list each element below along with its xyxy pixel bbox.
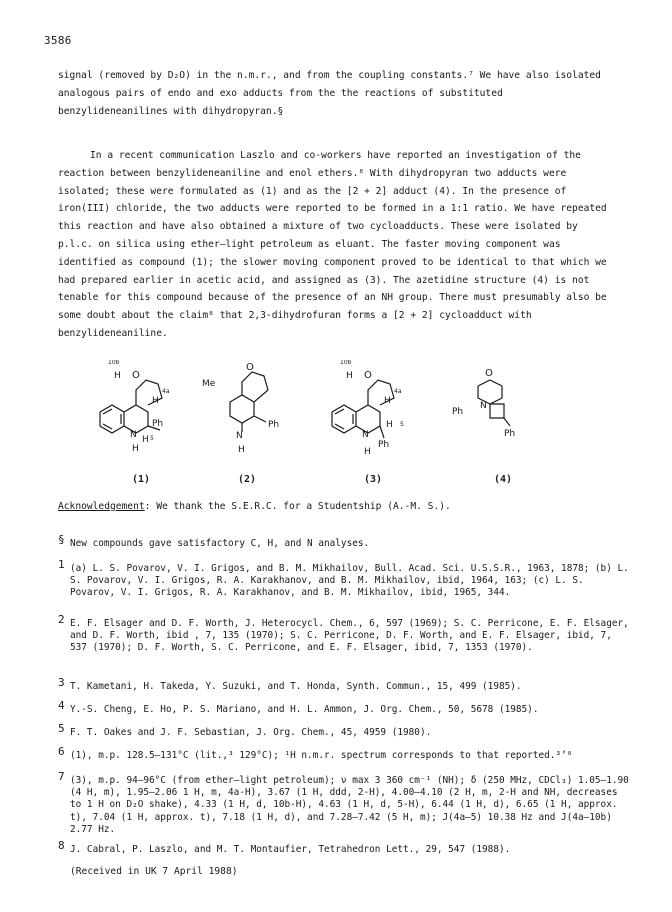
received-date: (Received in UK 7 April 1988) (70, 866, 238, 877)
reference-number: 4 (58, 699, 65, 712)
reference-8 (58, 839, 633, 856)
s2-methyl: Me (202, 379, 216, 389)
s2-oxygen: O (246, 362, 254, 373)
s1-h-10b: H (114, 371, 121, 381)
s2-nitrogen: N (236, 431, 243, 441)
reference-number: 7 (58, 770, 65, 783)
structure-2 (202, 362, 279, 455)
s3-h-10b: H (346, 371, 353, 381)
s3-phenyl: Ph (378, 440, 390, 450)
s1-nh: H (132, 444, 139, 454)
paragraph-1 (58, 67, 618, 120)
reference-1 (58, 558, 633, 600)
s1-label-10b: 10b (108, 360, 120, 366)
reference-text: T. Kametani, H. Takeda, Y. Suzuki, and T. Honda, Synth. Commun., 15, 499 (1985). (70, 681, 522, 692)
s3-oxygen: O (364, 370, 372, 381)
reference-6 (58, 745, 633, 762)
s1-phenyl: Ph (152, 419, 164, 429)
s2-nh: H (238, 445, 245, 455)
s1-h-4a: H (152, 396, 159, 406)
reference-mark: § (58, 533, 65, 546)
paragraph-2 (58, 147, 618, 343)
s1-label-5: 5 (150, 435, 154, 442)
reference-2 (58, 613, 633, 655)
s3-h-4a: H (384, 396, 391, 406)
s4-phenyl-n: Ph (452, 407, 464, 417)
s1-label-4a: 4a (162, 388, 170, 395)
s3-label-5: 5 (400, 421, 404, 428)
reference-text: J. Cabral, P. Laszlo, and M. T. Montaufier, Tetrahedron Lett., 29, 547 (1988). (70, 844, 511, 855)
reference-4 (58, 699, 633, 716)
reference-7 (58, 770, 633, 836)
compound-label-4: (4) (494, 474, 513, 485)
compound-label-3: (3) (364, 474, 383, 485)
chemical-structures (92, 360, 532, 468)
paragraph-2-text: In a recent communication Laszlo and co-workers have reported an investigation of the reaction between benzylideneaniline and enol ethers.⁸ With dihydropyran two adducts were isolated; these were formulated as (1) and as the [2 + 2] adduct (4). In the presence of iron(III) chloride, the two adducts were reported to be formed in a 1:1 ratio. We have repeated this reaction and have also obtained a mixture of two cycloadducts. These were isolated by p.l.c. on silica using ether—light petroleum as eluant. The faster moving component was identified as compound (1); the slower moving component proved to be identical to that which we had prepared earlier in acetic acid, and assigned as (3). The azetidine structure (4) is not tenable for this compound because of the presence of an NH group. There must presumably also be some doubt about the claim⁸ that 2,3-dihydrofuran forms a [2 + 2] cycloadduct with benzylideneaniline. (58, 150, 607, 339)
reference-3 (58, 676, 633, 693)
reference-text: E. F. Elsager and D. F. Worth, J. Heterocycl. Chem., 6, 597 (1969); S. C. Perricone, E. F. Elsager, and D. F. Worth, ibid , 7, 135 (1970); S. C. Perricone, D. F. Worth, and E. F. Elsager, ibid, 7, 537 (1970); D. F. Worth, S. C. Perricone, and E. F. Elsager, ibid, 7, 1353 (1970). (70, 618, 629, 654)
s1-oxygen: O (132, 370, 140, 381)
s1-h-5: H (142, 435, 149, 445)
acknowledgement (58, 501, 451, 512)
s3-label-10b: 10b (340, 360, 352, 366)
reference-number: 6 (58, 745, 65, 758)
acknowledgement-heading: Acknowledgement (58, 501, 145, 512)
reference-number: 2 (58, 613, 65, 626)
s4-nitrogen: N (480, 401, 487, 411)
reference-text: New compounds gave satisfactory C, H, and N analyses. (70, 538, 370, 549)
compound-label-1: (1) (132, 474, 151, 485)
s4-oxygen: O (485, 368, 493, 379)
s3-nitrogen: N (362, 430, 369, 440)
s2-phenyl: Ph (268, 420, 280, 430)
s3-h-5: H (386, 420, 393, 430)
reference-text: (3), m.p. 94—96°C (from ether—light petroleum); ν max 3 360 cm⁻¹ (NH); δ (250 MHz, CDCl₃) 1.05—1.90 (4 H, m), 1.95—2.06 1 H, m, 4a-H), 3.67 (1 H, ddd, 2-H), 4.00—4.10 (2 H, m, 2-H and NH, decreases to 1 H on D₂O shake), 4.33 (1 H, d, 10b-H), 4.63 (1 H, d, 5-H), 6.44 (1 H, d), 6.65 (1 H, approx. t), 7.04 (1 H, approx. t), 7.18 (1 H, d), and 7.28—7.42 (5 H, m); J(4a—5) 10.38 Hz and J(4a—10b) 2.77 Hz. (70, 775, 629, 835)
page-number: 3586 (44, 34, 72, 47)
reference-5 (58, 722, 633, 739)
reference-section-mark (58, 533, 633, 550)
reference-number: 1 (58, 558, 65, 571)
reference-number: 3 (58, 676, 65, 689)
reference-text: (a) L. S. Povarov, V. I. Grigos, and B. M. Mikhailov, Bull. Acad. Sci. U.S.S.R., 1963, 1878; (b) L. S. Povarov, V. I. Grigos, R. A. Karakhanov, and B. M. Mikhailov, ibid, 1964, 163; (c) L. S. Povarov, V. I. Grigos, R. A. Karakhanov, and B. M. Mikhailov, ibid, 1965, 344. (70, 563, 629, 599)
s3-nh: H (364, 447, 371, 457)
structure-3 (332, 360, 404, 457)
reference-number: 5 (58, 722, 65, 735)
reference-text: (1), m.p. 128.5—131°C (lit.,³ 129°C); ¹H n.m.r. spectrum corresponds to that reported.³ʼ⁸ (70, 750, 573, 761)
paragraph-1-text: signal (removed by D₂O) in the n.m.r., and from the coupling constants.⁷ We have also isolated analogous pairs of endo and exo adducts from the the reactions of substituted benzylideneanilines with dihydropyran.§ (58, 70, 601, 117)
structure-1 (100, 360, 170, 454)
reference-text: F. T. Oakes and J. F. Sebastian, J. Org. Chem., 45, 4959 (1980). (70, 727, 432, 738)
acknowledgement-text: : We thank the S.E.R.C. for a Studentship (A.-M. S.). (144, 501, 451, 512)
structure-4 (452, 368, 515, 439)
reference-text: Y.-S. Cheng, E. Ho, P. S. Mariano, and H. L. Ammon, J. Org. Chem., 50, 5678 (1985). (70, 704, 539, 715)
reference-number: 8 (58, 839, 65, 852)
s1-nitrogen: N (130, 430, 137, 440)
s4-phenyl: Ph (504, 429, 516, 439)
s3-label-4a: 4a (394, 388, 402, 395)
compound-label-2: (2) (238, 474, 257, 485)
